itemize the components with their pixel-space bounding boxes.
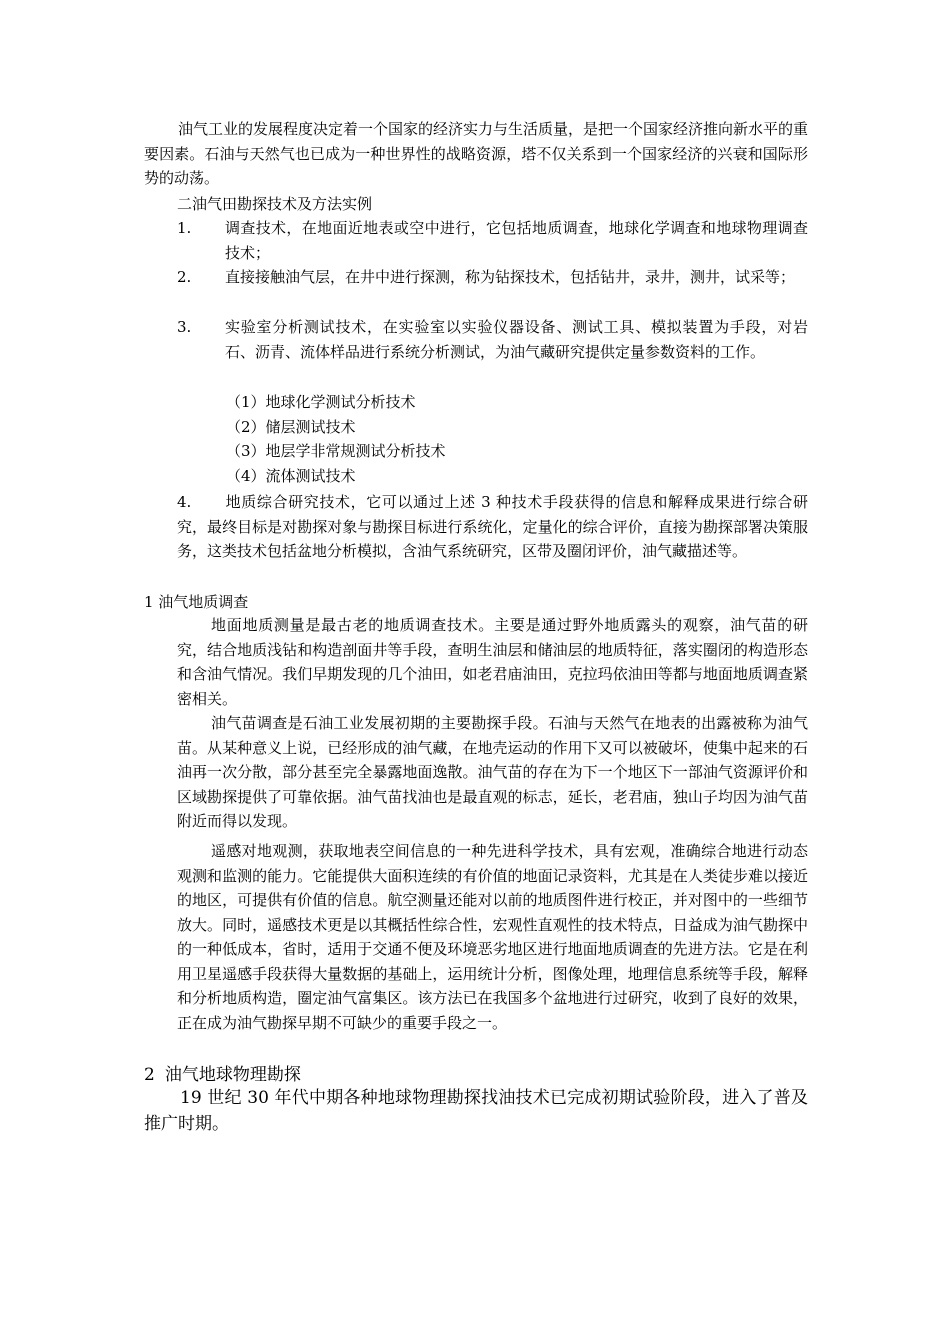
list-item-text: 直接接触油气层，在井中进行探测，称为钻探技术，包括钻井，录井，测井，试采等； <box>225 268 796 286</box>
geology-paragraph: 地面地质测量是最古老的地质调查技术。主要是通过野外地质露头的观察，油气苗的研究，结合地质浅钻和构造剖面井等手段，查明生油层和储油层的地质特征，落实圈闭的构造形态和含油气情况。我们早期发现的几个油田，如老君庙油田，克拉玛依油田等都与地面地质调查紧密相关。 <box>177 616 808 708</box>
methods-heading: 二油气田勘探技术及方法实例 <box>177 195 373 213</box>
geophysics-heading-title: 油气地球物理勘探 <box>164 1065 301 1085</box>
geology-heading: 1 油气地质调查 <box>144 593 249 611</box>
geology-paragraph: 油气苗调查是石油工业发展初期的主要勘探手段。石油与天然气在地表的出露被称为油气苗。从某种意义上说，已经形成的油气藏，在地壳运动的作用下又可以被破坏，使集中起来的石油再一次分散，部分甚至完全暴露地面逸散。油气苗的存在为下一个地区下一部油气资源评价和区域勘探提供了可靠依据。油气苗找油也是最直观的标志，延长，老君庙，独山子均因为油气苗附近而得以发现。 <box>177 714 808 830</box>
list-item <box>177 315 808 364</box>
list-item-number: 2. <box>177 268 192 286</box>
geology-paragraph: 遥感对地观测，获取地表空间信息的一种先进科学技术，具有宏观，准确综合地进行动态观测和监测的能力。它能提供大面积连续的有价值的地面记录资料，尤其是在人类徒步难以接近的地区，可提供有价值的信息。航空测量还能对以前的地质图件进行校正，并对图中的一些细节放大。同时，遥感技术更是以其概括性综合性，宏观性直观性的技术特点，日益成为油气勘探中的一种低成本，省时，适用于交通不便及环境恶劣地区进行地面地质调查的先进方法。它是在利用卫星遥感手段获得大量数据的基础上，运用统计分析，图像处理，地理信息系统等手段，解释和分析地质构造，圈定油气富集区。该方法已在我国多个盆地进行过研究，收到了良好的效果，正在成为油气勘探早期不可缺少的重要手段之一。 <box>177 842 808 1032</box>
sub-list-item: （4）流体测试技术 <box>226 467 356 485</box>
sub-list-item: （2）储层测试技术 <box>226 418 356 436</box>
list-item-text: 调查技术，在地面近地表或空中进行，它包括地质调查，地球化学调查和地球物理调查技术； <box>225 219 808 262</box>
list-item-text: 地质综合研究技术，它可以通过上述 3 种技术手段获得的信息和解释成果进行综合研究，最终目标是对勘探对象与勘探目标进行系统化，定量化的综合评价，直接为勘探部署决策服务，这类技术包括盆地分析模拟，含油气系统研究，区带及圈闭评价，油气藏描述等。 <box>177 493 808 560</box>
intro-paragraph: 油气工业的发展程度决定着一个国家的经济实力与生活质量，是把一个国家经济推向新水平的重要因素。石油与天然气也已成为一种世界性的战略资源，塔不仅关系到一个国家经济的兴衰和国际形势的动荡。 <box>144 120 809 187</box>
list-item <box>177 490 808 564</box>
geophysics-paragraph: 19 世纪 30 年代中期各种地球物理勘探找油技术已完成初期试验阶段，进入了普及推广时期。 <box>144 1088 808 1134</box>
list-item-text: 实验室分析测试技术，在实验室以实验仪器设备、测试工具、模拟装置为手段，对岩石、沥青、流体样品进行系统分析测试，为油气藏研究提供定量参数资料的工作。 <box>225 318 808 361</box>
sub-list-item: （3）地层学非常规测试分析技术 <box>226 442 446 460</box>
list-item-number: 3. <box>177 318 192 336</box>
sub-list-item: （1）地球化学测试分析技术 <box>226 393 416 411</box>
list-item <box>177 265 808 290</box>
geophysics-heading-number: 2 <box>144 1065 155 1085</box>
list-item <box>177 216 808 265</box>
list-item-number: 4. <box>177 493 192 511</box>
list-item-number: 1. <box>177 219 192 237</box>
